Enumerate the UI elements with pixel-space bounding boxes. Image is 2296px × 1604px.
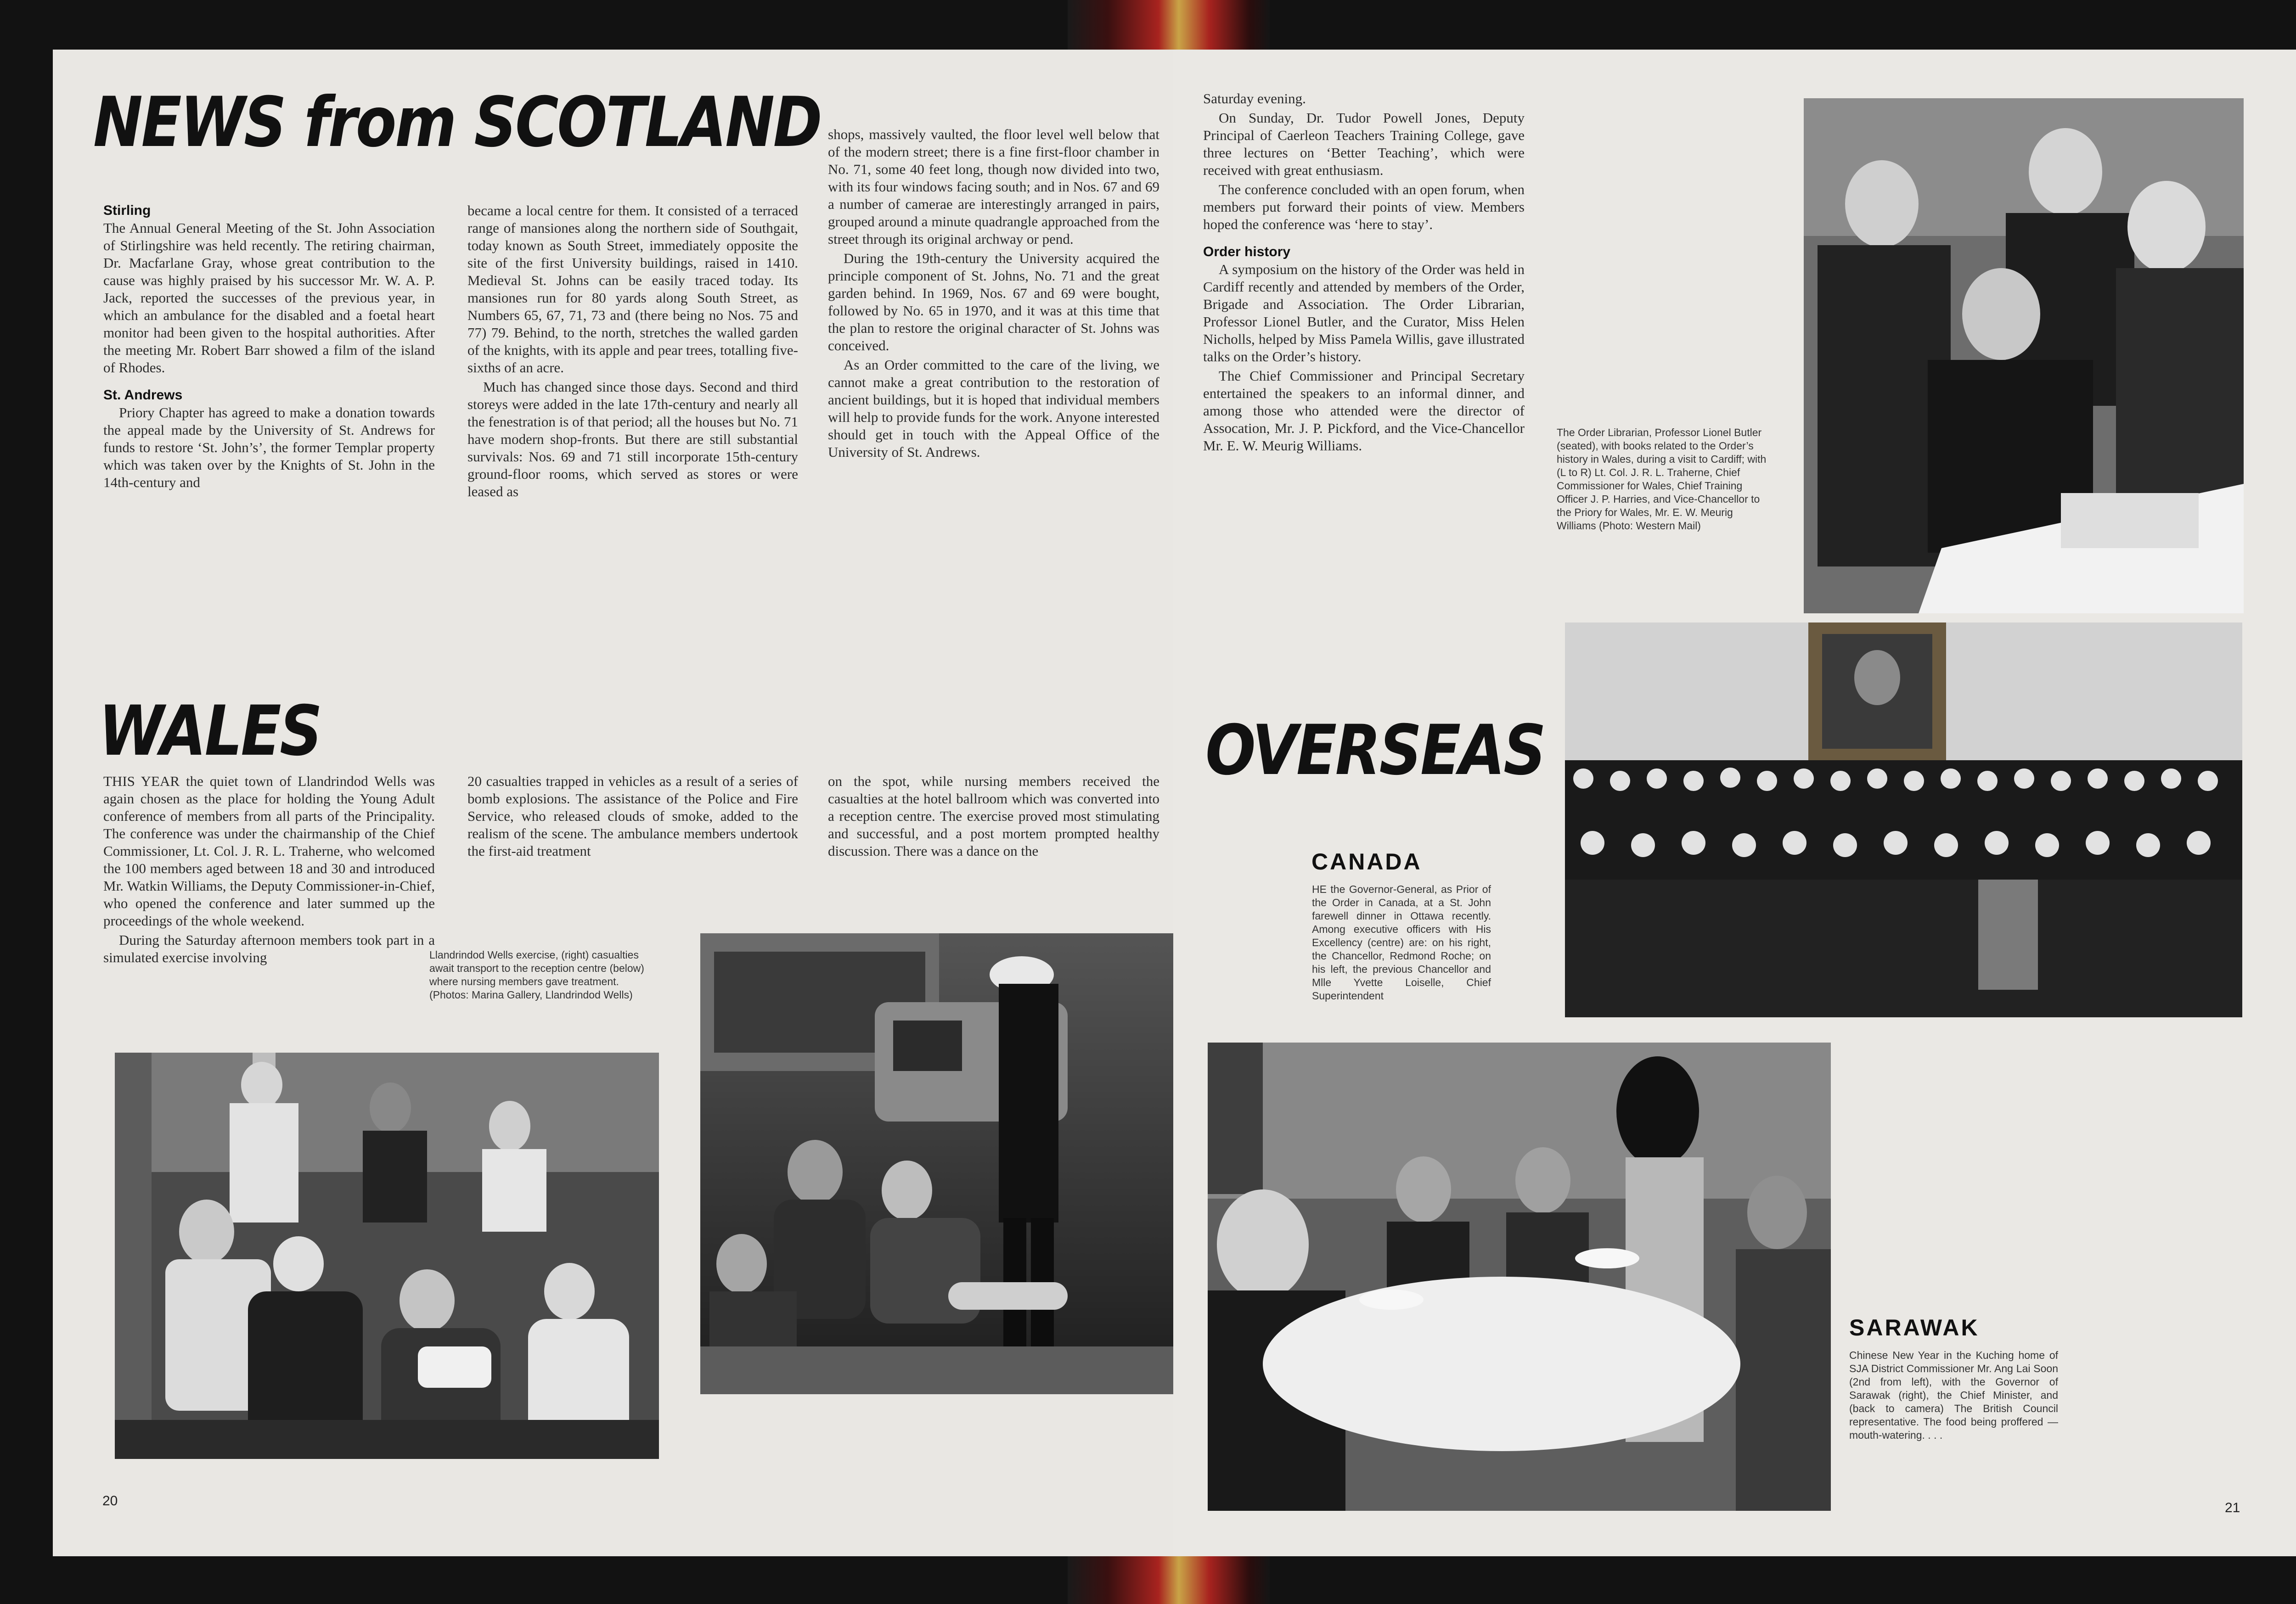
- heading-overseas: OVERSEAS: [1205, 711, 1545, 791]
- page-number-left: 20: [102, 1493, 118, 1509]
- wales-col2-paragraph: 20 casualties trapped in vehicles as a result of a series of bomb explosions. The assistance of the Police and Fire Service, who released clouds of smoke, added to the realism of the scene. The ambulance members undertook the first-aid treatment: [467, 773, 798, 859]
- order-history-paragraph: A symposium on the history of the Order was held in Cardiff recently and attended by members of the Order, Brigade and Association. The Order Librarian, Professor Lionel Butler, and the Curator, Miss Helen Nicholls, helped by Miss Pamela Willis, gave illustrated talks on the Order’s history.: [1203, 261, 1525, 365]
- scotland-column-1: [103, 202, 435, 493]
- nursing-photo-image: [115, 1053, 659, 1459]
- wales-column-3: [828, 773, 1159, 862]
- region-title-sarawak: SARAWAK: [1849, 1315, 1980, 1340]
- subhead-st-andrews: St. Andrews: [103, 387, 183, 403]
- wales-col1-paragraph: THIS YEAR the quiet town of Llandrindod Wells was again chosen as the place for holding the Young Adult conference of members from all parts of the Principality. The conference was under the chairmanship of the Chief Commissioner, Lt. Col. J. R. L. Traherne, who welcomed the 100 members aged between 18 and 30 and introduced Mr. Watkin Williams, the Deputy Commissioner-in-Chief, who opened the conference and later summed up the proceedings of the whole weekend.: [103, 773, 435, 929]
- casualties-photo-image: [700, 933, 1180, 1394]
- st-andrews-paragraph: Priory Chapter has agreed to make a donation towards the appeal made by the University of St. Andrews for funds to restore ‘St. John’s’, the former Templar property which was taken over by the Knights of St. John in the 14th-century and: [103, 404, 435, 490]
- order-librarian-photo-image: [1804, 98, 2244, 613]
- scotland-col3-paragraph: As an Order committed to the care of the living, we cannot make a great contribution to the restoration of ancient buildings, but it is hoped that individual members will help to provide funds for the work. Anyone interested should get in touch with the Appeal Office of the University of St. Andrews.: [828, 357, 1159, 460]
- photo-casualties-await-transport: [700, 933, 1180, 1394]
- continuation-paragraph: On Sunday, Dr. Tudor Powell Jones, Deputy Principal of Caerleon Teachers Training College, gave three lectures on ‘Better Teaching’, which were received with great enthusiasm.: [1203, 110, 1525, 178]
- scotland-col2-paragraph: Much has changed since those days. Second and third storeys were added in the late 17th-century and nearly all the fenestration is of that period; all the houses but No. 71 have modern shop-fronts. But there are still substantial survivals: Nos. 69 and 71 still incorporate 15th-century ground-floor rooms, which served as stores or were leased as: [467, 379, 798, 499]
- scotland-col2-paragraph: became a local centre for them. It consisted of a terraced range of mansiones along the northern side of Southgait, today known as South Street, immediately opposite the site of the first University buildings, raised in 1410. Medieval St. Johns can be easily traced today. Its mansiones run for 80 yards along South Street, as Numbers 65, 67, 71, 73 and (there being no Nos. 75 and 77) 79. Behind, to the north, stretches the walled garden of the knights, with its apple and pear trees, totalling five-sixths of an acre.: [467, 202, 798, 376]
- heading-wales: WALES: [99, 691, 321, 771]
- wales-column-2: [467, 773, 798, 862]
- sarawak-photo-image: [1208, 1043, 1831, 1511]
- region-title-canada: CANADA: [1311, 849, 1422, 875]
- photo-canada-farewell-dinner: [1565, 623, 2242, 1017]
- continuation-paragraph: The conference concluded with an open forum, when members put forward their points of view. Members hoped the conference was ‘here to stay’.: [1203, 181, 1525, 232]
- heading-news-from-scotland: NEWS from SCOTLAND: [93, 83, 821, 163]
- subhead-stirling: Stirling: [103, 203, 151, 218]
- canada-caption: HE the Governor-General, as Prior of the Order in Canada, at a St. John farewell dinner in Ottawa recently. Among executive officers with His Excellency (centre) are: on his right, the Chancellor, Redmond Roche; on his left, the previous Chancellor and Mlle Yvette Loiselle, Chief Superintendent: [1312, 883, 1491, 1002]
- scotland-col3-paragraph: shops, massively vaulted, the floor level well below that of the modern street; there is a fine first-floor chamber in No. 71, some 40 feet long, though now divided into two, with its four windows facing south; and in Nos. 67 and 69 a number of camerae are interestingly arranged in pairs, grouped around a minute quadrangle approached from the street through its original archway or pend.: [828, 126, 1159, 247]
- wales-photo-caption: Llandrindod Wells exercise, (right) casualties await transport to the reception centre (below) where nursing members gave treatment. (Photos: Marina Gallery, Llandrindod Wells): [429, 949, 644, 1001]
- wales-col3-paragraph: on the spot, while nursing members received the casualties at the hotel ballroom which was converted into a reception centre. The exercise proved most stimulating and successful, and a post mortem prompted healthy discussion. There was a dance on the: [828, 773, 1159, 859]
- wales-column-1: [103, 773, 435, 968]
- scotland-column-3: [828, 126, 1159, 463]
- scotland-col3-paragraph: During the 19th-century the University acquired the principle component of St. Johns, No. 71 and the great garden behind. In 1969, Nos. 67 and 69 were bought, followed by No. 65 in 1970, and it was at this time that the plan to restore the original character of St. Johns was conceived.: [828, 250, 1159, 353]
- wales-continuation: [1203, 90, 1525, 456]
- right-page: [1173, 50, 2296, 1556]
- stirling-paragraph: The Annual General Meeting of the St. John Association of Stirlingshire was held recently. The retiring chairman, Dr. Macfarlane Gray, whose great contribution to the cause was highly praised by his successor Mr. W. A. P. Jack, reported the successes of the previous year, in which an ambulance for the disabled and a foetal heart monitor had been given to the hospital authorities. After the meeting Mr. Robert Barr showed a film of the island of Rhodes.: [103, 220, 435, 376]
- wales-col1-paragraph: During the Saturday afternoon members took part in a simulated exercise involving: [103, 932, 435, 965]
- photo-sarawak-chinese-new-year: [1208, 1043, 1831, 1511]
- left-page: [53, 50, 1182, 1556]
- photo-nursing-members-treatment: [115, 1053, 659, 1459]
- order-history-photo-caption: The Order Librarian, Professor Lionel Butler (seated), with books related to the Order’s history in Wales, during a visit to Cardiff; with (L to R) Lt. Col. J. R. L. Traherne, Chief Commissioner for Wales, Chief Training Officer J. P. Harries, and Vice-Chancellor to the Priory for Wales, Mr. E. W. Meurig Williams (Photo: Western Mail): [1557, 426, 1767, 532]
- subhead-order-history: Order history: [1203, 244, 1291, 259]
- page-number-right: 21: [2225, 1500, 2240, 1515]
- photo-order-librarian: [1804, 98, 2244, 613]
- continuation-paragraph: Saturday evening.: [1203, 90, 1306, 107]
- scotland-column-2: [467, 202, 798, 502]
- sarawak-caption: Chinese New Year in the Kuching home of SJA District Commissioner Mr. Ang Lai Soon (2nd from left), with the Governor of Sarawak (right), the Chief Minister, and (back to camera) The British Council representative. The food being proffered — mouth-watering. . . .: [1849, 1349, 2058, 1441]
- order-history-paragraph: The Chief Commissioner and Principal Secretary entertained the speakers to an informal dinner, and among those who attended were the director of Assocation, Mr. J. P. Pickford, and the Vice-Chancellor Mr. E. W. Meurig Williams.: [1203, 368, 1525, 454]
- canada-photo-image: [1565, 623, 2242, 1017]
